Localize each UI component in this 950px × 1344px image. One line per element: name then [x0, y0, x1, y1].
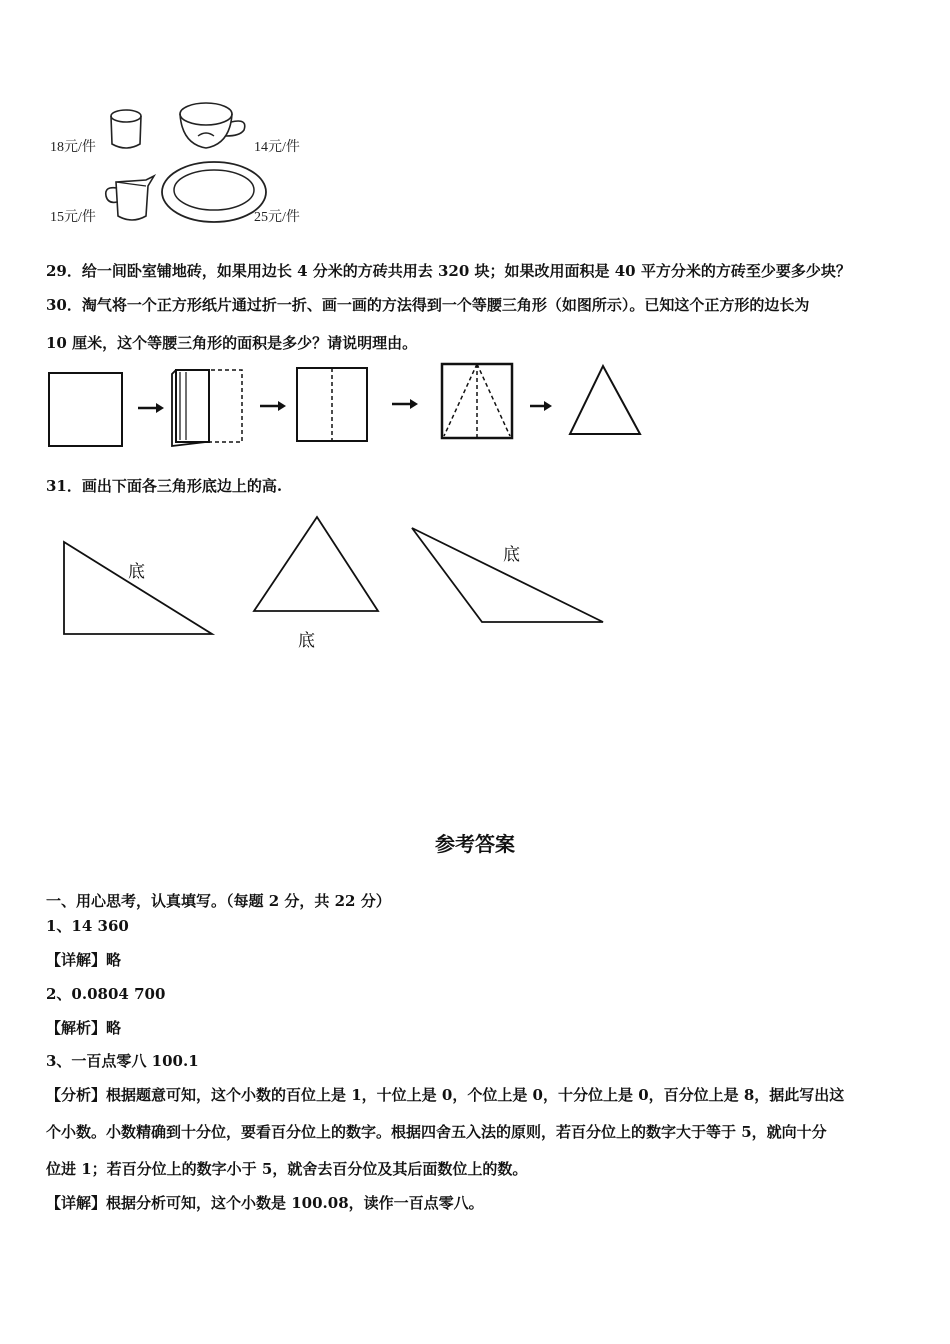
arrow-right-icon: [530, 401, 552, 411]
answer-3-detail: 【详解】根据分析可知，这个小数是 100.08，读作一百点零八。: [46, 1194, 484, 1212]
base-label-2: 底: [298, 631, 315, 651]
answer-3: 3、一百点零八 100.1: [46, 1052, 199, 1070]
answers-title: 参考答案: [435, 832, 515, 856]
arrow-right-icon: [392, 399, 418, 409]
right-triangle: [64, 542, 212, 634]
base-label-1: 底: [128, 562, 145, 582]
pitcher-price: 15元/件: [50, 210, 96, 225]
isosceles-triangle: [570, 366, 640, 434]
answer-1: 1、14 360: [46, 917, 129, 935]
folding-paper: [172, 370, 242, 446]
bowl-icon: [178, 100, 250, 154]
question-31: 31．画出下面各三角形底边上的高.: [46, 477, 283, 495]
plate-price: 25元/件: [254, 210, 300, 225]
question-30-line2: 10 厘米，这个等腰三角形的面积是多少？请说明理由。: [46, 334, 418, 352]
question-29: 29．给一间卧室铺地砖，如果用边长 4 分米的方砖共用去 320 块；如果改用面积是 40 平方分米的方砖至少要多少块？: [46, 262, 851, 280]
bowl-price: 14元/件: [254, 140, 300, 155]
folding-diagram: [46, 360, 646, 450]
answer-3-analysis-1: 【分析】根据题意可知，这个小数的百位上是 1，十位上是 0，个位上是 0，十分位上是 0，百分位上是 8，据此写出这: [46, 1086, 845, 1104]
answer-2: 2、0.0804 700: [46, 985, 166, 1003]
question-30-line1: 30．淘气将一个正方形纸片通过折一折、画一画的方法得到一个等腰三角形（如图所示）。已知这个正方形的边长为: [46, 296, 810, 314]
cup-icon: [108, 108, 148, 154]
answer-3-analysis-3: 位进 1；若百分位上的数字小于 5，就舍去百分位及其后面数位上的数。: [46, 1160, 528, 1178]
arrow-right-icon: [138, 403, 164, 413]
answer-2-detail: 【解析】略: [46, 1019, 122, 1037]
answers-section-1: 一、用心思考，认真填写。（每题 2 分，共 22 分）: [46, 892, 391, 910]
arrow-right-icon: [260, 401, 286, 411]
square-with-triangle: [442, 364, 512, 438]
cup-price: 18元/件: [50, 140, 96, 155]
answer-1-detail: 【详解】略: [46, 951, 122, 969]
base-label-3: 底: [503, 545, 520, 565]
answer-3-analysis-2: 个小数。小数精确到十分位，要看百分位上的数字。根据四舍五入法的原则，若百分位上的数字大于等于 5，就向十分: [46, 1123, 827, 1141]
unfolded-square: [297, 368, 367, 441]
pitcher-icon: [102, 172, 158, 224]
square-paper: [49, 373, 122, 446]
acute-triangle: [254, 517, 378, 611]
